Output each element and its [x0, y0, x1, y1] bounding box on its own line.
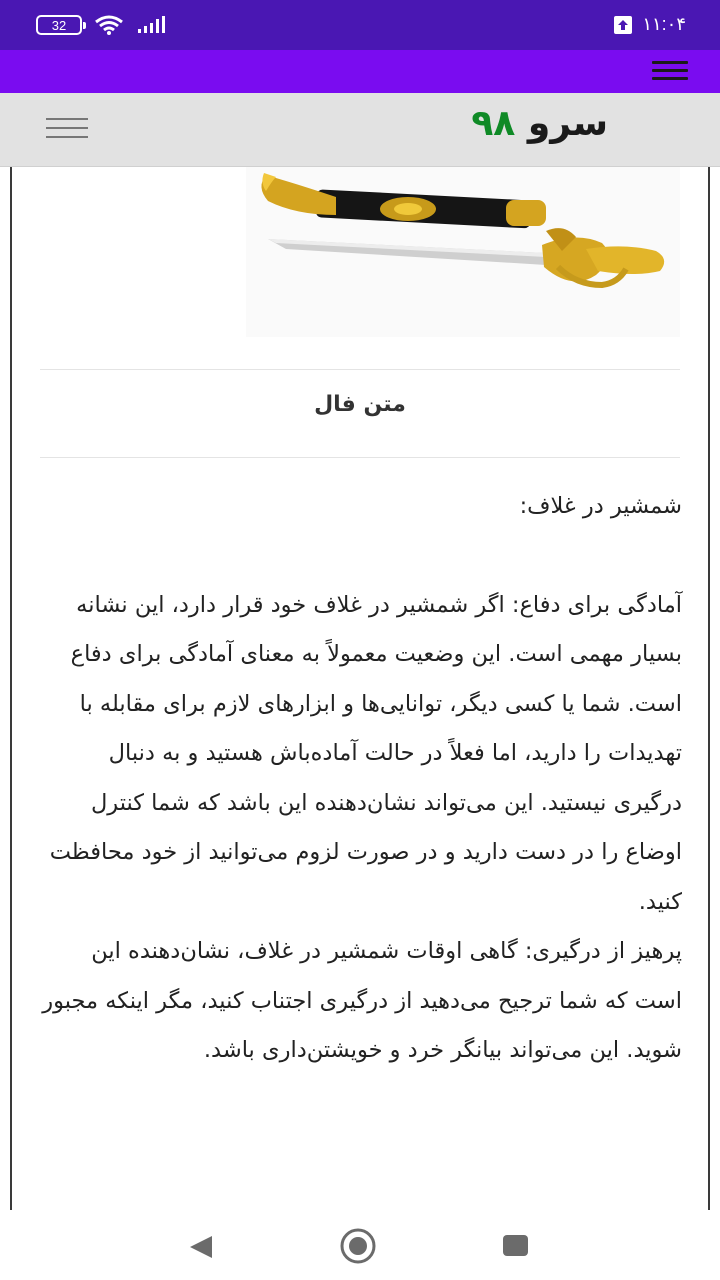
upload-icon: [614, 16, 632, 34]
clock: ۱۱:۰۴: [642, 14, 686, 34]
back-icon[interactable]: [188, 1234, 214, 1260]
home-icon[interactable]: [339, 1227, 377, 1265]
recent-apps-icon[interactable]: [503, 1235, 528, 1256]
logo-number: ۹۸: [471, 103, 516, 144]
divider-bottom: [40, 457, 680, 458]
article-heading-line: شمشیر در غلاف:: [519, 493, 682, 519]
site-logo[interactable]: [471, 103, 608, 144]
logo-text: سرو: [527, 103, 608, 144]
wifi-icon: [94, 14, 124, 36]
article-paragraph: آمادگی برای دفاع: اگر شمشیر در غلاف خود قرار دارد، این نشانه بسیار مهمی است. این وضعیت معمولاً به معنای آمادگی برای دفاع است. شما یا کسی دیگر، توانایی‌ها و ابزارهای لازم برای مقابله با تهدیدات را دارید، اما فعلاً در حالت آماده‌باش هستید و به دنبال درگیری نیستید. این می‌تواند نشان‌دهنده این باشد که شما کنترل اوضاع را در دست دارید و در صورت لزوم می‌توانید از خود محافظت کنید.: [49, 591, 682, 915]
section-title: متن فال: [314, 392, 406, 417]
status-bar: [0, 0, 720, 50]
hamburger-menu-icon[interactable]: [652, 61, 688, 83]
divider-top: [40, 369, 680, 370]
sword-image: [246, 167, 680, 337]
battery-level: 32: [51, 17, 67, 33]
status-left-group: [36, 14, 166, 36]
article-content: [10, 167, 710, 1210]
signal-icon: [136, 15, 166, 35]
navigation-bar: [0, 1210, 720, 1280]
site-header: [0, 93, 720, 167]
status-right-group: [614, 14, 686, 35]
article-paragraph: پرهیز از درگیری: گاهی اوقات شمشیر در غلاف، نشان‌دهنده این است که شما ترجیح می‌دهید از درگیری اجتناب کنید، مگر اینکه مجبور شوید. این می‌تواند بیانگر خرد و خویشتن‌داری باشد.: [42, 938, 682, 1063]
article-body: [42, 482, 682, 1076]
battery-icon: [36, 15, 82, 35]
app-bar: [0, 50, 720, 93]
hamburger-menu-icon[interactable]: [46, 118, 88, 140]
